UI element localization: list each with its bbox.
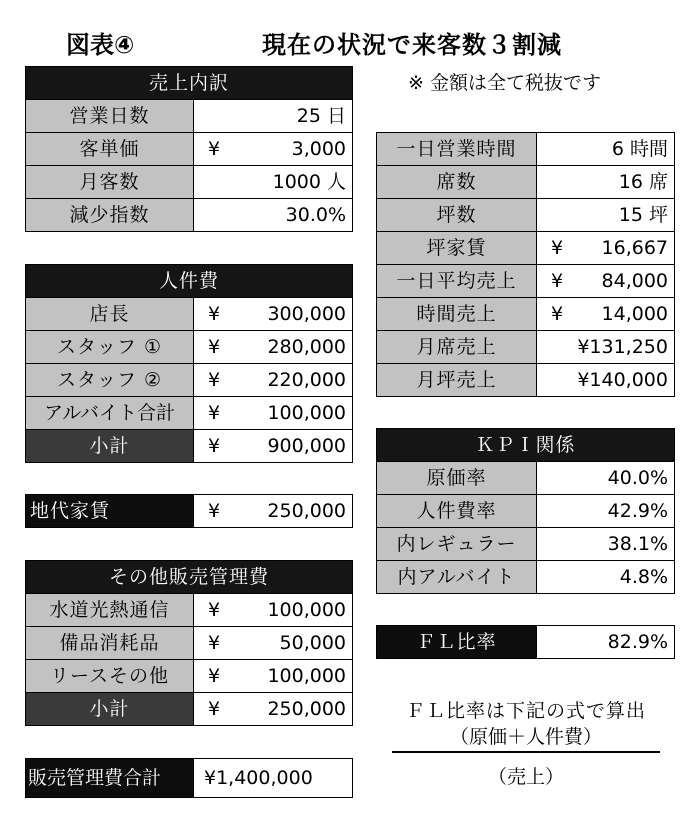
kpi-header: ＫＰＩ関係 [377, 429, 675, 462]
row-label: アルバイト合計 [26, 397, 194, 430]
personnel-header: 人件費 [26, 265, 353, 298]
yen-sign: ¥ [208, 336, 221, 358]
row-value: 42.9% [537, 495, 675, 528]
rent-label: 地代家賃 [26, 495, 194, 528]
fl-table [376, 625, 675, 659]
table-row [377, 495, 675, 528]
amount: 16,667 [601, 237, 668, 259]
table-row [26, 133, 353, 166]
amount: 300,000 [267, 303, 347, 325]
table-row [377, 331, 675, 364]
formula-denominator: （売上） [487, 766, 564, 788]
subtotal-value [194, 693, 353, 726]
amount: 100,000 [267, 665, 347, 687]
row-value [194, 397, 353, 430]
yen-sign: ¥ [208, 369, 221, 391]
subtotal-row [26, 430, 353, 463]
row-value [537, 232, 675, 265]
formula-numerator: （原価＋人件費） [449, 726, 602, 748]
page-title: 現在の状況で来客数３割減 [262, 31, 562, 59]
amount: 14,000 [601, 303, 668, 325]
table-row [26, 298, 353, 331]
row-label: 減少指数 [26, 199, 194, 232]
row-label: 客単価 [26, 133, 194, 166]
amount: 100,000 [267, 599, 347, 621]
row-value [194, 660, 353, 693]
amount: 50,000 [279, 632, 347, 654]
amount: 3,000 [291, 138, 347, 160]
row-label: 人件費率 [377, 495, 537, 528]
row-value: 4.8% [537, 561, 675, 594]
amount: 250,000 [267, 500, 346, 522]
fl-value: 82.9% [537, 626, 675, 659]
amount: 900,000 [267, 435, 347, 457]
row-label: 席数 [377, 166, 537, 199]
table-row [377, 166, 675, 199]
row-value: 40.0% [537, 462, 675, 495]
personnel-table [25, 264, 353, 463]
kpi-table [376, 428, 675, 594]
row-label: 内アルバイト [377, 561, 537, 594]
yen-sign: ¥ [551, 270, 564, 292]
table-row [377, 364, 675, 397]
row-label: 水道光熱通信 [26, 594, 194, 627]
row-value [194, 627, 353, 660]
sga-total-label: 販売管理費合計 [26, 759, 194, 798]
table-row [377, 232, 675, 265]
other-sga-header: その他販売管理費 [26, 561, 353, 594]
other-sga-table [25, 560, 353, 726]
table-row [377, 528, 675, 561]
subtotal-row [26, 693, 353, 726]
yen-sign: ¥ [208, 138, 221, 160]
table-row [377, 199, 675, 232]
row-value: 6 時間 [537, 133, 675, 166]
row-label: 店長 [26, 298, 194, 331]
formula-caption: ＦＬ比率は下記の式で算出 [405, 700, 646, 722]
row-label: 坪数 [377, 199, 537, 232]
table-row [26, 397, 353, 430]
amount: 100,000 [267, 402, 347, 424]
table-row [26, 594, 353, 627]
table-row [26, 627, 353, 660]
table-row [26, 759, 353, 798]
row-label: 時間売上 [377, 298, 537, 331]
table-row [26, 660, 353, 693]
subtotal-value [194, 430, 353, 463]
table-row [377, 462, 675, 495]
row-value [194, 298, 353, 331]
row-value: ¥131,250 [537, 331, 675, 364]
row-value: 38.1% [537, 528, 675, 561]
row-value: 1000 人 [194, 166, 353, 199]
table-row [26, 495, 353, 528]
amount: 250,000 [267, 698, 347, 720]
row-label: 月坪売上 [377, 364, 537, 397]
row-label: 営業日数 [26, 100, 194, 133]
row-value [194, 331, 353, 364]
fl-label: ＦＬ比率 [377, 626, 537, 659]
table-row [26, 364, 353, 397]
table-row [377, 133, 675, 166]
table-row [26, 331, 353, 364]
row-value [194, 594, 353, 627]
yen-sign: ¥ [551, 303, 564, 325]
table-row [26, 166, 353, 199]
row-value: 16 席 [537, 166, 675, 199]
sales-breakdown-table [25, 66, 353, 232]
yen-sign: ¥ [208, 665, 221, 687]
row-label: リースその他 [26, 660, 194, 693]
amount: 84,000 [601, 270, 668, 292]
table-row [377, 298, 675, 331]
table-row [377, 561, 675, 594]
row-value: 25 日 [194, 100, 353, 133]
yen-sign: ¥ [208, 698, 221, 720]
row-label: 月席売上 [377, 331, 537, 364]
yen-sign: ¥ [208, 402, 221, 424]
yen-sign: ¥ [208, 435, 221, 457]
fraction-bar [392, 751, 660, 753]
yen-sign: ¥ [208, 303, 221, 325]
row-value: ¥140,000 [537, 364, 675, 397]
table-row [26, 199, 353, 232]
row-value: 30.0% [194, 199, 353, 232]
subtotal-label: 小計 [26, 430, 194, 463]
yen-sign: ¥ [208, 632, 221, 654]
row-label: 坪家賃 [377, 232, 537, 265]
sales-breakdown-header: 売上内訳 [26, 67, 353, 100]
subtotal-label: 小計 [26, 693, 194, 726]
row-label: 月客数 [26, 166, 194, 199]
row-label: 一日営業時間 [377, 133, 537, 166]
table-row [377, 626, 675, 659]
row-value [537, 298, 675, 331]
sga-total-value: ¥1,400,000 [194, 759, 353, 798]
table-row [377, 265, 675, 298]
rent-value [194, 495, 353, 528]
row-label: 原価率 [377, 462, 537, 495]
row-label: 内レギュラー [377, 528, 537, 561]
row-value: 15 坪 [537, 199, 675, 232]
figure-label: 図表④ [66, 31, 135, 59]
table-row [26, 100, 353, 133]
row-label: 一日平均売上 [377, 265, 537, 298]
row-label: スタッフ ② [26, 364, 194, 397]
row-label: スタッフ ① [26, 331, 194, 364]
row-label: 備品消耗品 [26, 627, 194, 660]
tax-note: ※ 金額は全て税抜です [408, 72, 601, 94]
row-value [194, 364, 353, 397]
yen-sign: ¥ [208, 599, 221, 621]
row-value [194, 133, 353, 166]
yen-sign: ¥ [208, 500, 221, 522]
sga-total-table [25, 758, 353, 798]
rent-table [25, 494, 353, 528]
yen-sign: ¥ [551, 237, 564, 259]
operations-table [376, 132, 675, 397]
amount: 220,000 [267, 369, 347, 391]
amount: 280,000 [267, 336, 347, 358]
row-value [537, 265, 675, 298]
